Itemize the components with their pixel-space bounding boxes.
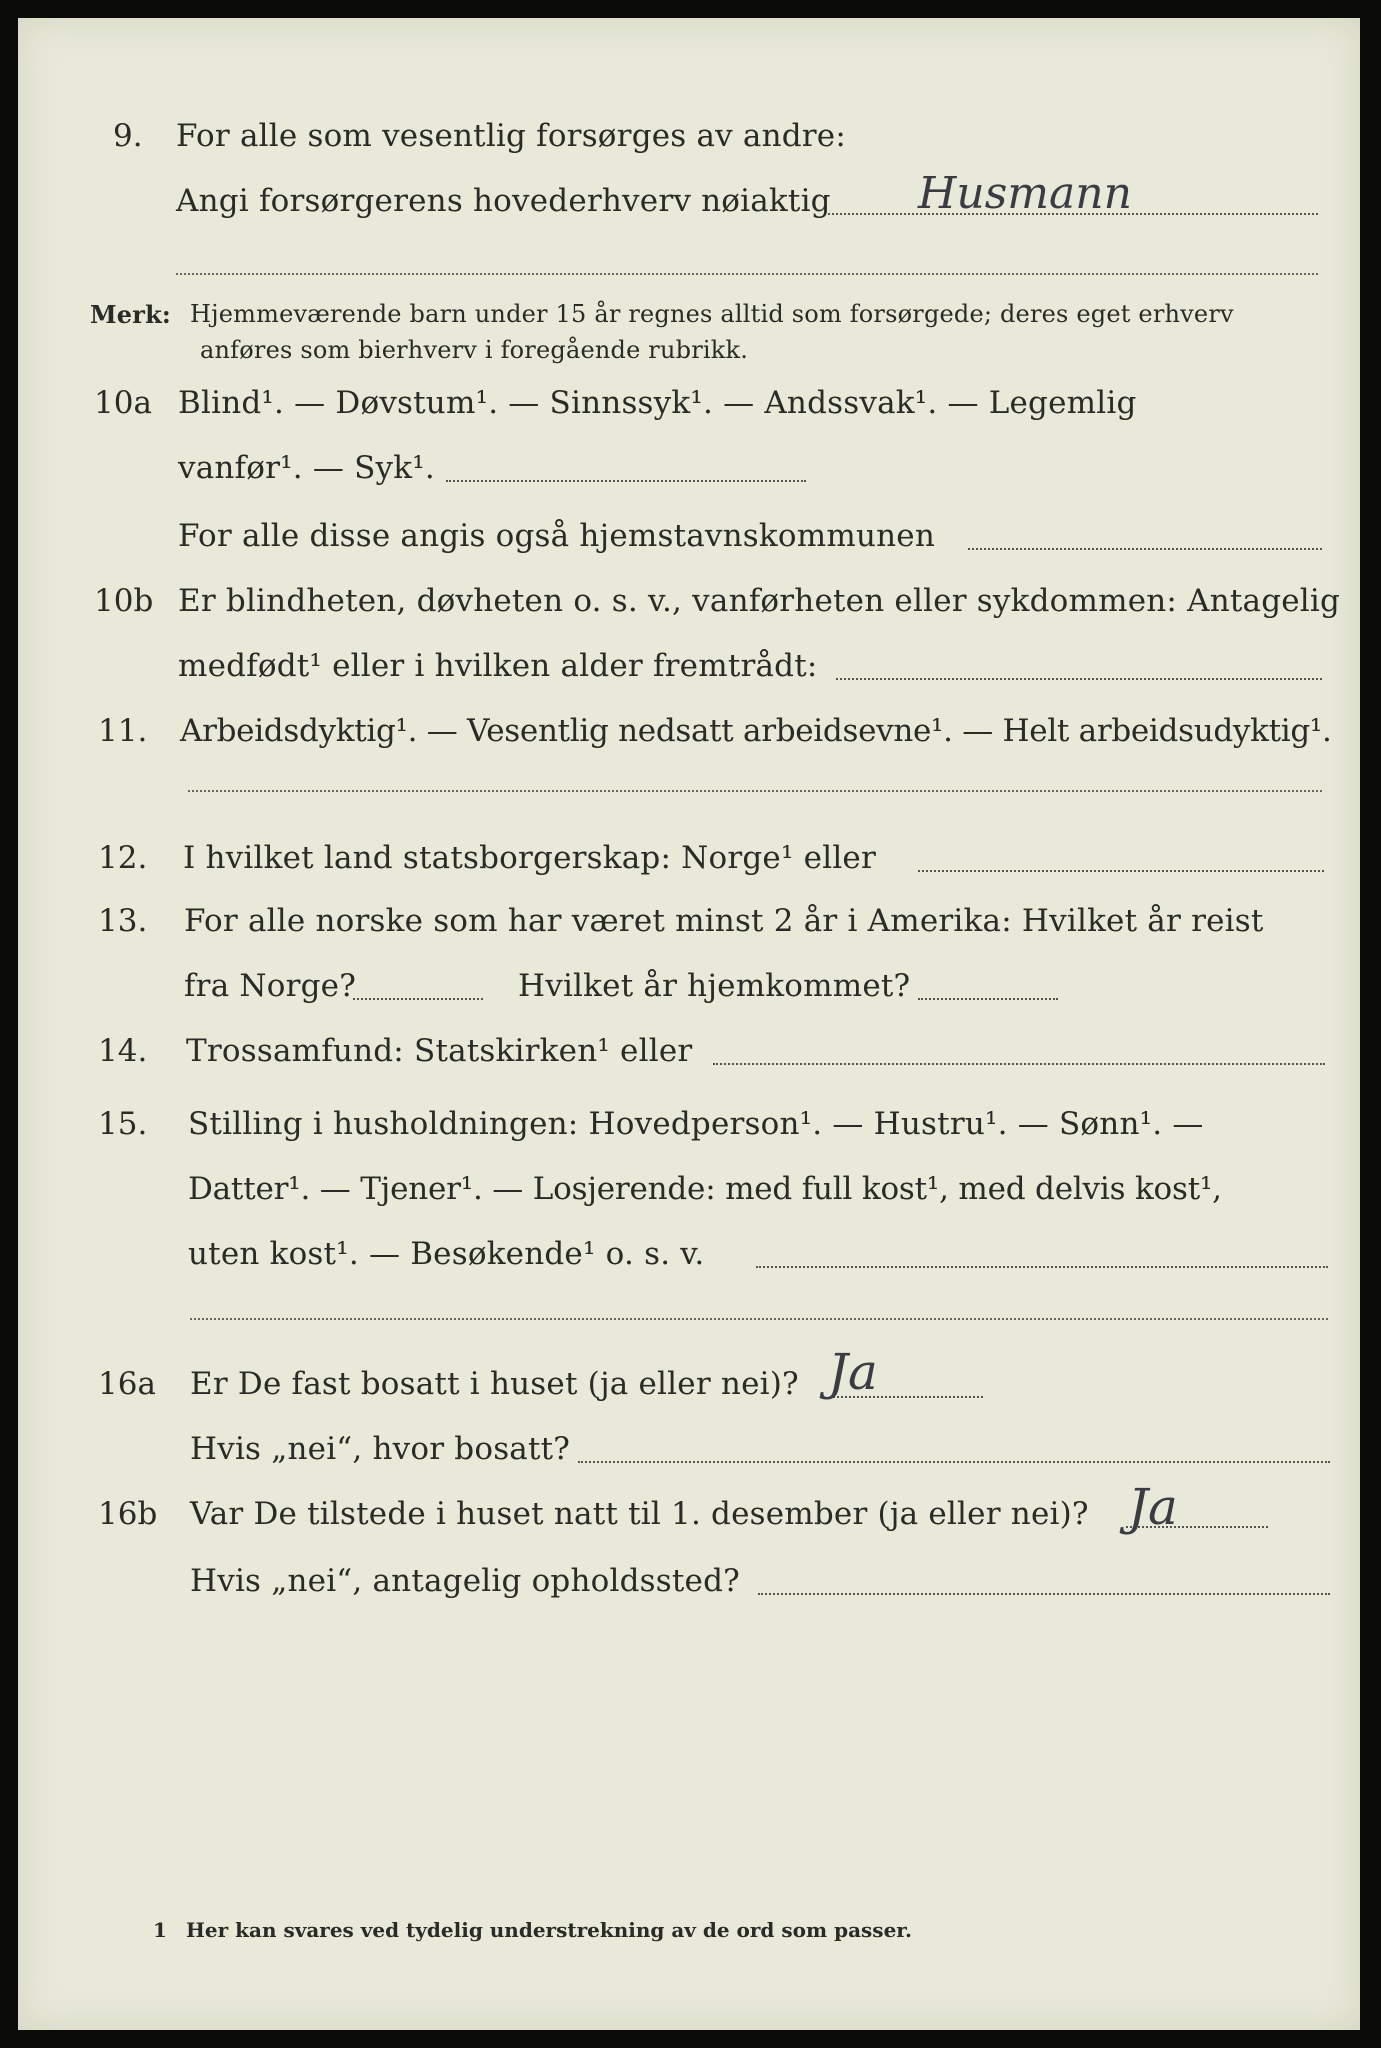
q15-line1: Stilling i husholdningen: Hovedperson¹. — Hustru¹. — Sønn¹. — [188,1106,1204,1142]
q15-answer-line [756,1266,1328,1268]
q11-blank-line [188,790,1322,792]
footnote-mark: 1 [153,1918,167,1942]
q14-answer-line [713,1063,1325,1065]
q14-line1: Trossamfund: Statskirken¹ eller [186,1033,693,1069]
q16a-residence-line [578,1461,1330,1463]
q13-number: 13. [98,903,148,939]
q10b-line2: medfødt¹ eller i hvilken alder fremtrådt: [178,648,818,684]
q16b-handwritten-answer: Ja [1128,1478,1178,1536]
q14-number: 14. [98,1033,148,1069]
q9-blank-line [176,273,1318,275]
q16a-number: 16a [98,1366,156,1402]
q12-answer-line [918,870,1324,872]
merk-line1: Hjemmeværende barn under 15 år regnes alltid som forsørgede; deres eget erhverv [190,300,1234,328]
q13-line2a: fra Norge? [184,968,357,1004]
q16a-handwritten-answer: Ja [828,1343,878,1401]
census-form-page [18,18,1360,2030]
q15-blank-line [190,1318,1328,1320]
q16a-line2: Hvis „nei“, hvor bosatt? [190,1431,571,1467]
q10a-sick-line [446,480,806,482]
q15-number: 15. [98,1106,148,1142]
q12-line1: I hvilket land statsborgerskap: Norge¹ eller [183,840,876,876]
q16b-line1: Var De tilstede i huset natt til 1. desember (ja eller nei)? [190,1496,1089,1532]
q10a-line2: vanfør¹. — Syk¹. [178,450,435,486]
q10a-line3: For alle disse angis også hjemstavnskommunen [178,518,935,554]
q15-line2: Datter¹. — Tjener¹. — Losjerende: med full kost¹, med delvis kost¹, [188,1171,1222,1207]
q13-line1: For alle norske som har været minst 2 år i Amerika: Hvilket år reist [184,903,1264,939]
q16b-number: 16b [98,1496,158,1532]
q13-return-year-line [918,998,1058,1000]
q15-line3: uten kost¹. — Besøkende¹ o. s. v. [188,1236,705,1272]
q16b-whereabouts-line [758,1593,1330,1595]
q11-number: 11. [98,713,148,749]
q13-line2b: Hvilket år hjemkommet? [518,968,911,1004]
q9-number: 9. [113,118,143,154]
q10a-municipality-line [968,548,1322,550]
merk-line2: anføres som bierhverv i foregående rubrikk. [200,336,749,364]
q16a-line1: Er De fast bosatt i huset (ja eller nei)? [190,1366,799,1402]
q9-handwritten-answer: Husmann [918,168,1132,219]
q11-line1: Arbeidsdyktig¹. — Vesentlig nedsatt arbeidsevne¹. — Helt arbeidsudyktig¹. [180,713,1332,749]
q9-line1: For alle som vesentlig forsørges av andre: [176,118,846,154]
q10a-line1: Blind¹. — Døvstum¹. — Sinnssyk¹. — Andssvak¹. — Legemlig [178,385,1137,421]
q9-line2: Angi forsørgerens hovederhverv nøiaktig [176,183,831,219]
q10b-answer-line [836,678,1322,680]
q13-left-year-line [353,998,483,1000]
q10b-number: 10b [94,583,154,619]
q16b-line2: Hvis „nei“, antagelig opholdssted? [190,1563,740,1599]
footnote-text: Her kan svares ved tydelig understrekning av de ord som passer. [186,1918,912,1942]
q10a-number: 10a [94,385,152,421]
q12-number: 12. [98,840,148,876]
q10b-line1: Er blindheten, døvheten o. s. v., vanførheten eller sykdommen: Antagelig [178,583,1341,619]
merk-label: Merk: [90,300,171,329]
